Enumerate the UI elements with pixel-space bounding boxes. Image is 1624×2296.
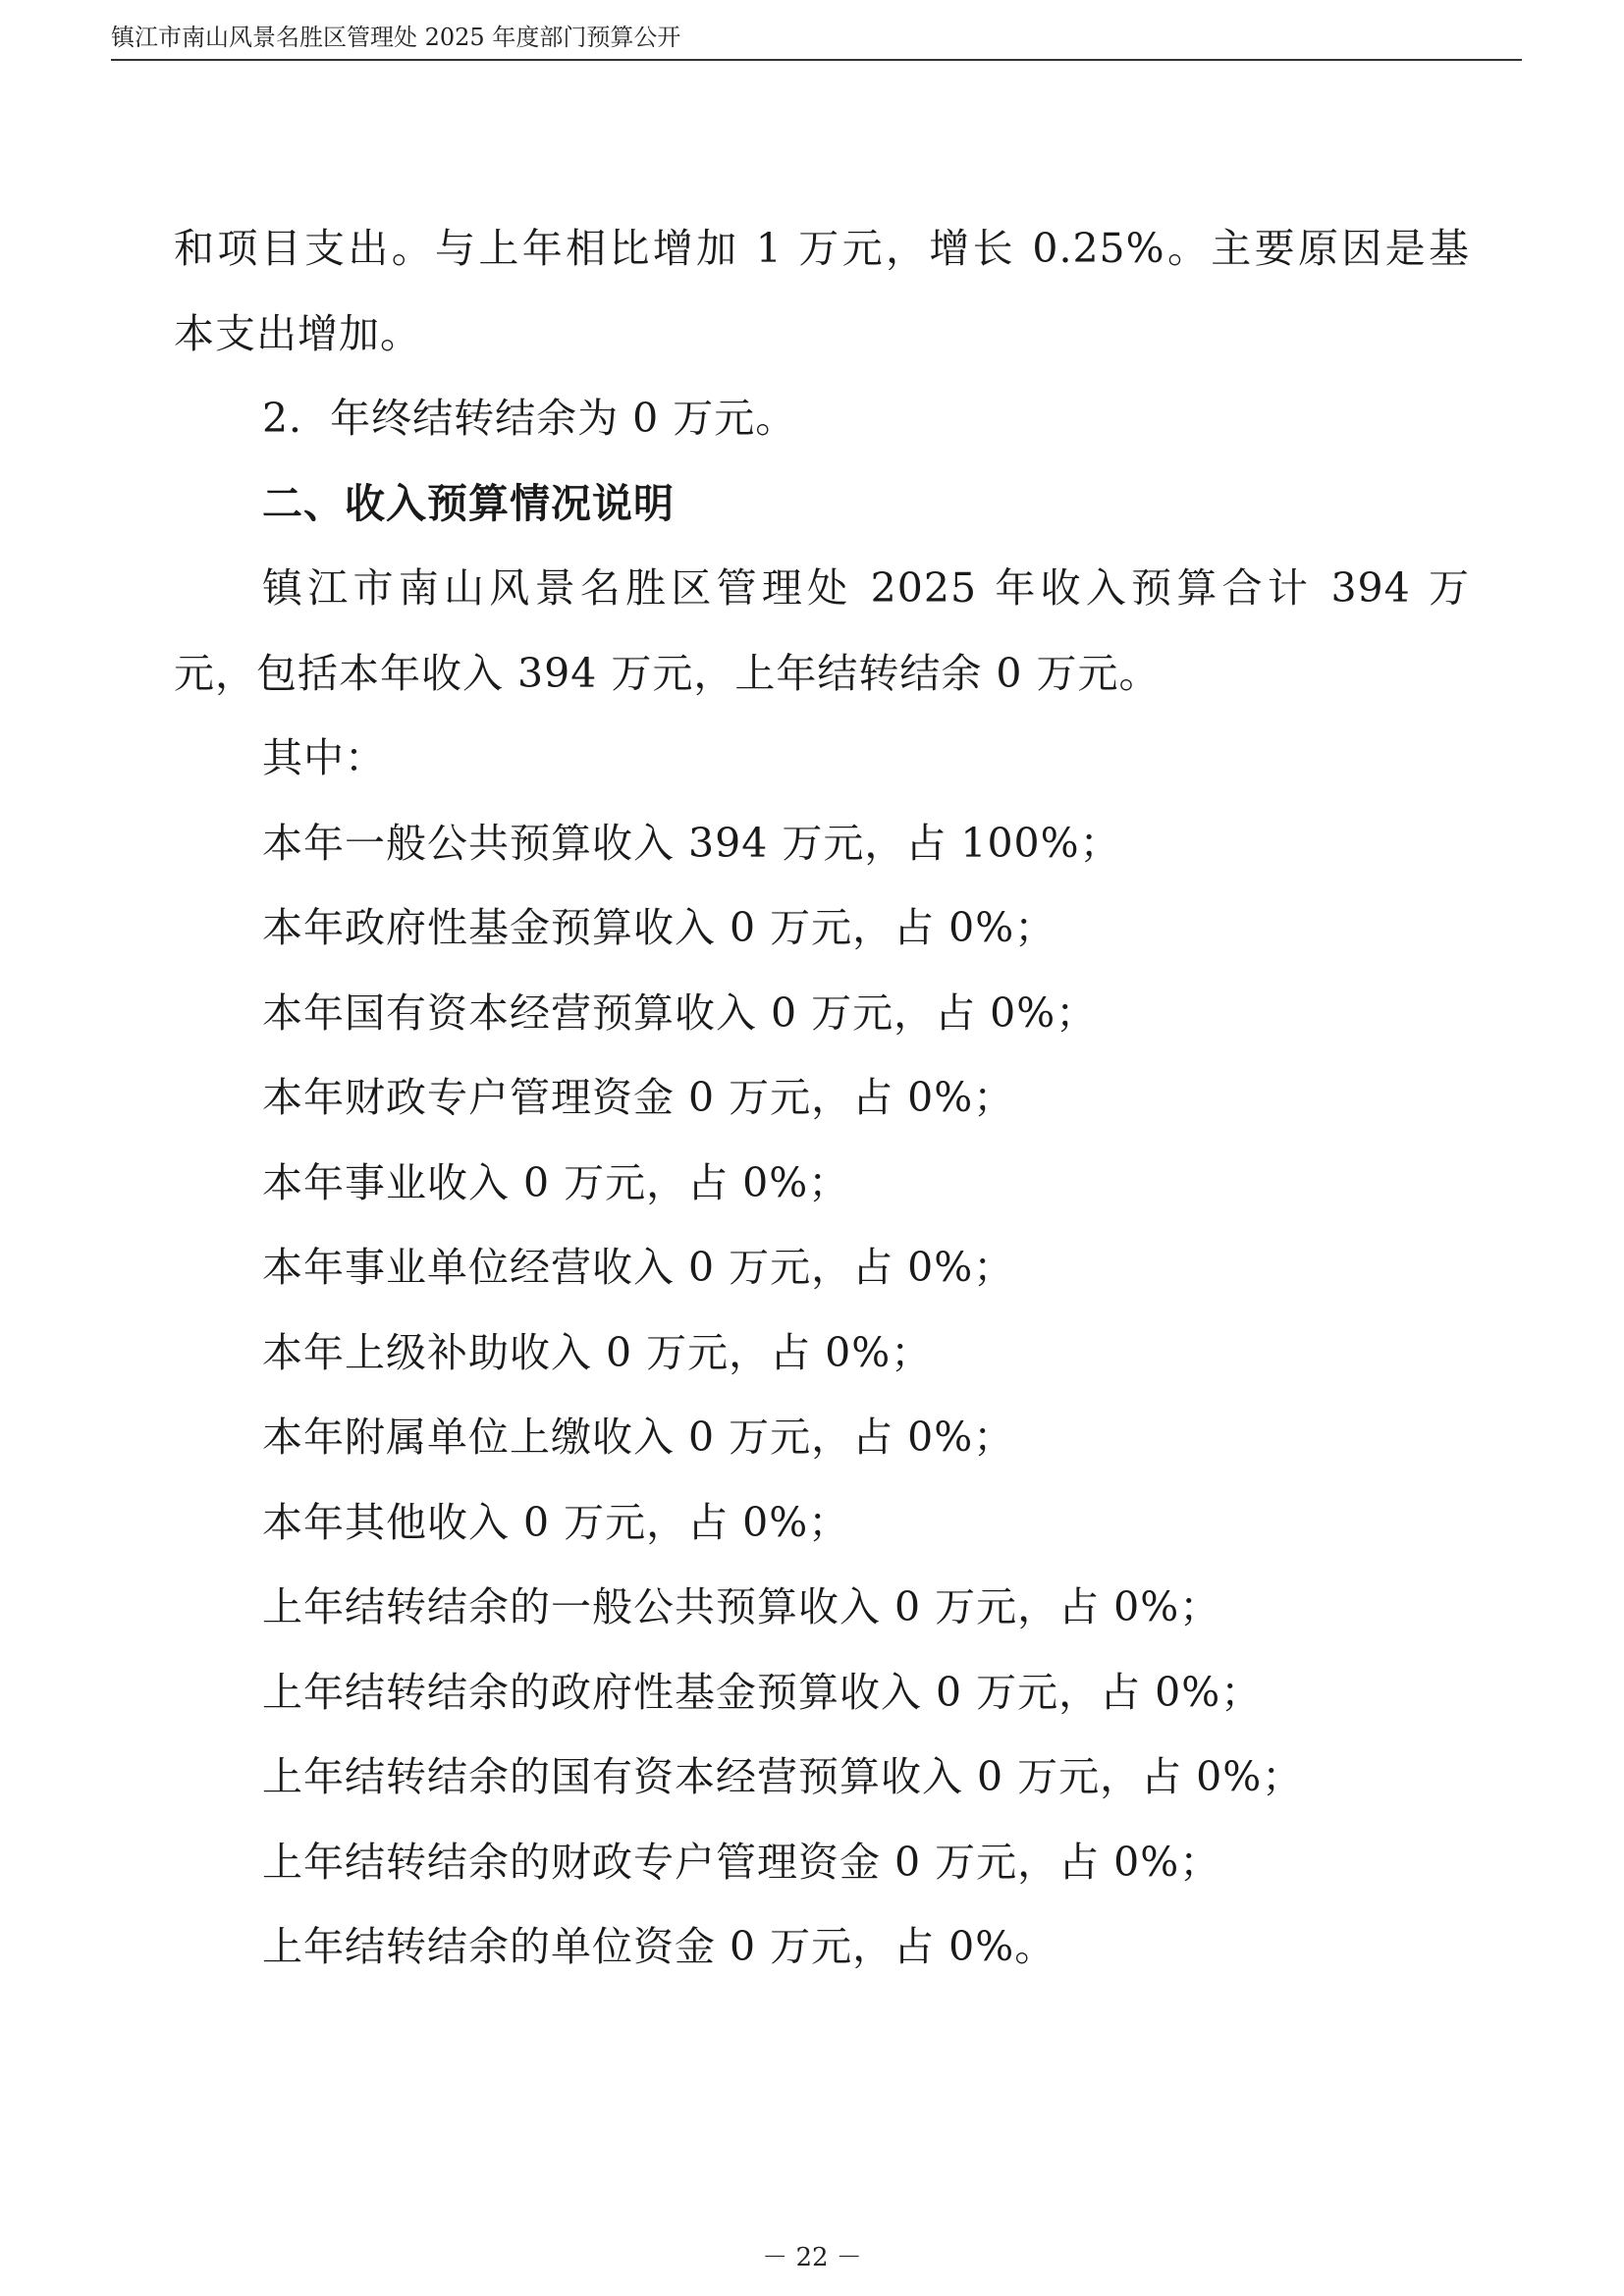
income-item: 上年结转结余的政府性基金预算收入 0 万元，占 0%； xyxy=(262,1668,1263,1716)
paragraph-1-line-1: 和项目支出。与上年相比增加 1 万元，增长 0.25%。主要原因是基 xyxy=(174,225,1470,272)
income-item: 本年事业单位经营收入 0 万元，占 0%； xyxy=(262,1244,1015,1291)
paragraph-1-line-2: 本支出增加。 xyxy=(174,309,421,357)
document-body xyxy=(174,206,1470,1990)
income-item: 上年结转结余的财政专户管理资金 0 万元，占 0%； xyxy=(262,1838,1221,1886)
income-item: 上年结转结余的单位资金 0 万元，占 0%。 xyxy=(262,1923,1056,1970)
income-item: 本年财政专户管理资金 0 万元，占 0%； xyxy=(262,1074,1015,1121)
income-item: 本年其他收入 0 万元，占 0%； xyxy=(262,1498,850,1546)
among-label: 其中： xyxy=(262,734,386,781)
income-item: 本年事业收入 0 万元，占 0%； xyxy=(262,1158,850,1206)
income-item: 本年国有资本经营预算收入 0 万元，占 0%； xyxy=(262,988,1098,1037)
income-item: 上年结转结余的国有资本经营预算收入 0 万元，占 0%； xyxy=(262,1753,1304,1800)
paragraph-2-line-2: 元，包括本年收入 394 万元，上年结转结余 0 万元。 xyxy=(174,649,1161,697)
income-item: 上年结转结余的一般公共预算收入 0 万元，占 0%； xyxy=(262,1583,1221,1630)
page-header xyxy=(111,22,1522,61)
income-item: 本年政府性基金预算收入 0 万元，占 0%； xyxy=(262,904,1056,951)
item-2: 2．年终结转结余为 0 万元。 xyxy=(262,395,797,442)
income-item: 本年附属单位上缴收入 0 万元，占 0%； xyxy=(262,1414,1015,1461)
income-item: 本年一般公共预算收入 394 万元，占 100%； xyxy=(262,819,1121,867)
paragraph-2-line-1: 镇江市南山风景名胜区管理处 2025 年收入预算合计 394 万 xyxy=(262,564,1470,612)
income-item: 本年上级补助收入 0 万元，占 0%； xyxy=(262,1328,933,1376)
page-number: － 22 － xyxy=(762,2243,862,2272)
header-title: 镇江市南山风景名胜区管理处 2025 年度部门预算公开 xyxy=(111,24,681,51)
section-heading: 二、收入预算情况说明 xyxy=(262,479,675,527)
